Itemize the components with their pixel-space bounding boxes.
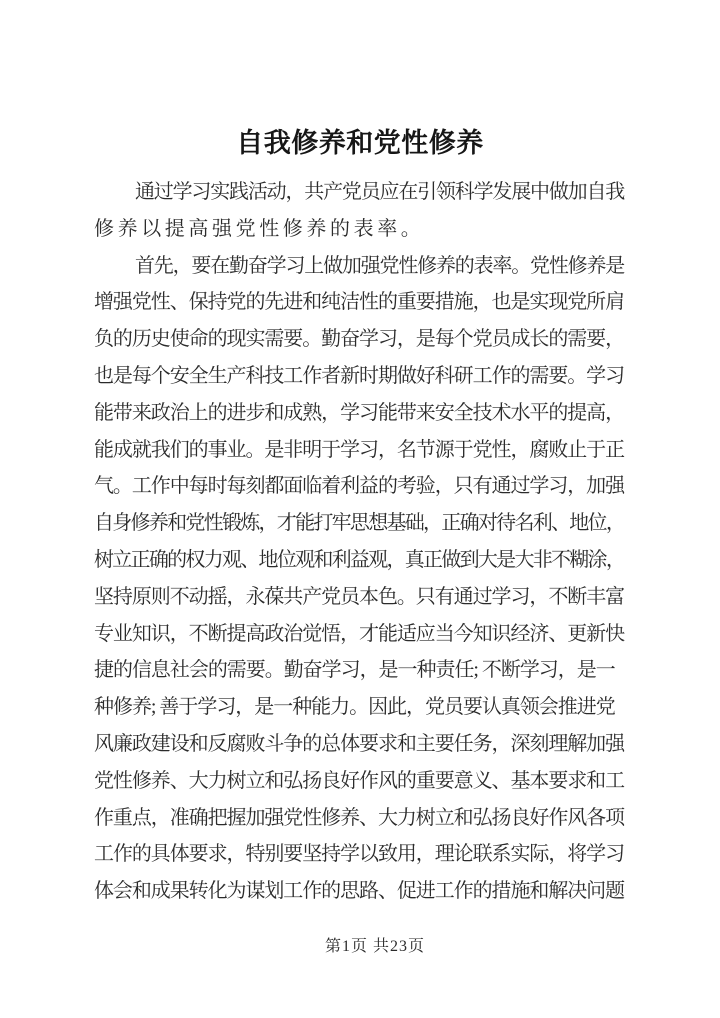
- text-line: 工作的具体要求，特别要坚持学以致用，理论联系实际，将学习: [94, 843, 625, 866]
- text-line: 树立正确的权力观、地位观和利益观，真正做到大是大非不糊涂，: [94, 548, 625, 571]
- text-line: 负的历史使命的现实需要。勤奋学习，是每个党员成长的需要，: [94, 328, 625, 351]
- text-line: 作重点，准确把握加强党性修养、大力树立和弘扬良好作风各项: [94, 806, 625, 829]
- text-line: 也是每个安全生产科技工作者新时期做好科研工作的需要。学习: [94, 364, 625, 387]
- text-line: 自身修养和党性锻炼，才能打牢思想基础，正确对待名利、地位，: [94, 512, 625, 535]
- paragraph: [94, 174, 624, 248]
- text-line: 修养以提高强党性修养的表率。: [94, 217, 425, 240]
- text-line: 体会和成果转化为谋划工作的思路、促进工作的措施和解决问题: [94, 880, 625, 903]
- text-line: 增强党性、保持党的先进和纯洁性的重要措施，也是实现党所肩: [94, 291, 625, 314]
- text-line: 种修养; 善于学习，是一种能力。因此，党员要认真领会推进党: [94, 696, 615, 719]
- document-title: 自我修养和党性修养: [236, 128, 484, 158]
- document-body: [0, 174, 720, 910]
- text-line: 捷的信息社会的需要。勤奋学习，是一种责任; 不断学习，是一: [94, 659, 615, 682]
- text-line: 首先，要在勤奋学习上做加强党性修养的表率。党性修养是: [135, 254, 625, 277]
- text-line: 通过学习实践活动，共产党员应在引领科学发展中做加自我: [135, 181, 625, 203]
- text-line: 能带来政治上的进步和成熟，学习能带来安全技术水平的提高，: [94, 401, 625, 424]
- page-number-label: 第1页 共23页: [324, 938, 425, 955]
- text-line: 坚持原则不动摇，永葆共产党员本色。只有通过学习，不断丰富: [94, 585, 625, 608]
- text-line: 气。工作中每时每刻都面临着利益的考验，只有通过学习，加强: [94, 475, 625, 498]
- text-line: 能成就我们的事业。是非明于学习，名节源于党性，腐败止于正: [94, 438, 625, 461]
- text-line: 党性修养、大力树立和弘扬良好作风的重要意义、基本要求和工: [94, 769, 625, 792]
- text-line: 风廉政建设和反腐败斗争的总体要求和主要任务，深刻理解加强: [94, 732, 625, 755]
- text-line: 专业知识，不断提高政治觉悟，才能适应当今知识经济、更新快: [94, 622, 625, 645]
- page-footer: [0, 933, 720, 956]
- paragraph: [94, 248, 624, 910]
